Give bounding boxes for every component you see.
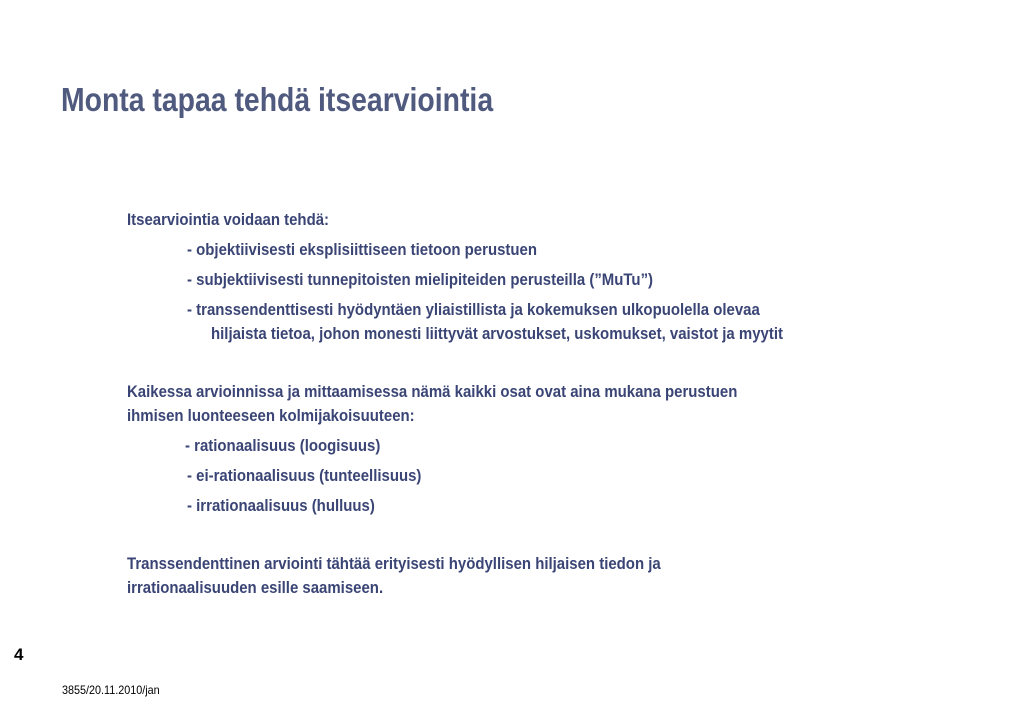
page-number: 4 [14,645,24,664]
section2-item-non-rationality: - ei-rationaalisuus (tunteellisuus) [187,466,422,485]
section1-intro: Itsearviointia voidaan tehdä: [127,210,330,229]
section2-intro-line2: ihmisen luonteeseen kolmijakoisuuteen: [127,406,415,425]
section1-item-subjective: - subjektiivisesti tunnepitoisten mielipiteiden perusteilla (”MuTu”) [187,270,654,289]
section1-item-transcendent: - transsendenttisesti hyödyntäen yliaistillista ja kokemuksen ulkopuolella olevaa [187,300,760,319]
section3-line1: Transsendenttinen arviointi tähtää erityisesti hyödyllisen hiljaisen tiedon ja [127,554,661,573]
footer-code: 3855/20.11.2010/jan [62,683,160,697]
section2-item-rationality: - rationaalisuus (loogisuus) [185,436,381,455]
slide-title: Monta tapaa tehdä itsearviointia [61,81,494,118]
section2-intro-line1: Kaikessa arvioinnissa ja mittaamisessa nämä kaikki osat ovat aina mukana perustuen [127,382,738,401]
section1-item-objective: - objektiivisesti eksplisiittiseen tietoon perustuen [187,240,537,259]
section2-item-irrationality: - irrationaalisuus (hulluus) [187,496,375,515]
section3-line2: irrationaalisuuden esille saamiseen. [127,578,384,597]
section1-item-transcendent-cont: hiljaista tietoa, johon monesti liittyvät arvostukset, uskomukset, vaistot ja myytit [211,324,783,343]
